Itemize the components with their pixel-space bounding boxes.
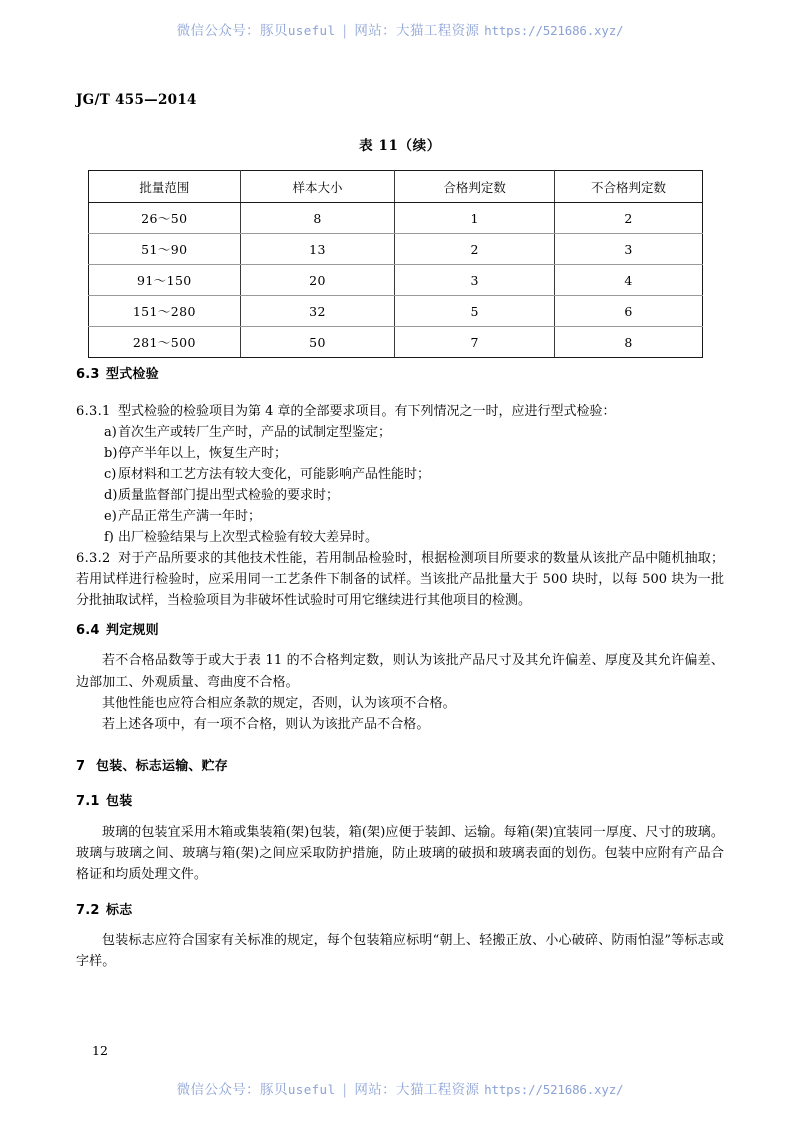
- cell-reject-number: 8: [555, 327, 703, 358]
- paragraph-7-2-1: 包装标志应符合国家有关标准的规定，每个包装箱应标明“朝上、轻搬正放、小心破碎、防雨怕湿”等标志或字样。: [76, 933, 724, 970]
- spacer: [76, 885, 724, 901]
- watermark-separator: |: [342, 23, 348, 39]
- cell-accept-number: 2: [395, 234, 555, 265]
- cell-reject-number: 2: [555, 203, 703, 234]
- cell-sample-size: 50: [240, 327, 395, 358]
- page-number: 12: [92, 1043, 108, 1058]
- clause-number-6-3-1: 6.3.1: [76, 403, 111, 419]
- cell-accept-number: 1: [395, 203, 555, 234]
- cell-reject-number: 3: [555, 234, 703, 265]
- table-caption: 表 11（续）: [359, 138, 441, 154]
- paragraph-6-4-2: 其他性能也应符合相应条款的规定，否则，认为该项不合格。: [102, 695, 456, 711]
- watermark-account-latin: useful: [287, 1082, 336, 1097]
- watermark-account-latin: useful: [287, 23, 336, 38]
- table-row: [89, 327, 703, 358]
- list-marker: f): [104, 529, 114, 545]
- clause-6-3-1: [76, 401, 724, 422]
- spacer: [76, 640, 724, 650]
- watermark-site-label: 网站：大猫工程资源: [354, 1082, 480, 1098]
- spacer: [76, 735, 724, 757]
- sample-table-wrapper: [88, 170, 703, 358]
- section-heading-6-4: [76, 621, 724, 641]
- cell-reject-number: 6: [555, 296, 703, 327]
- list-item-text: 质量监督部门提出型式检验的要求时；: [118, 487, 340, 503]
- list-6-3-1-conditions: [76, 422, 724, 548]
- list-item-text: 出厂检验结果与上次型式检验有较大差异时。: [118, 529, 379, 545]
- cell-reject-number: 4: [555, 265, 703, 296]
- cell-lot-range: 91～150: [89, 265, 241, 296]
- list-item-text: 停产半年以上，恢复生产时；: [118, 445, 288, 461]
- section-number-7-2: 7.2: [76, 902, 100, 918]
- column-header-sample-size: 样本大小: [240, 171, 395, 203]
- spacer: [76, 920, 724, 930]
- table-row: [89, 234, 703, 265]
- spacer: [76, 385, 724, 401]
- section-heading-6-3: [76, 365, 724, 385]
- section-heading-7: [76, 757, 724, 777]
- watermark-prefix: 微信公众号：豚贝: [176, 23, 288, 39]
- cell-lot-range: 281～500: [89, 327, 241, 358]
- section-number-6-4: 6.4: [76, 622, 100, 638]
- clause-number-6-3-2: 6.3.2: [76, 550, 111, 566]
- spacer: [76, 812, 724, 822]
- sample-size-table: [88, 170, 703, 358]
- watermark-url: https://521686.xyz/: [484, 1082, 624, 1097]
- document-body: [76, 365, 724, 972]
- list-item-text: 原材料和工艺方法有较大变化，可能影响产品性能时；: [118, 466, 431, 482]
- column-header-reject-number: 不合格判定数: [555, 171, 703, 203]
- spacer: [76, 611, 724, 621]
- paragraph-6-4-3: 若上述各项中，有一项不合格，则认为该批产品不合格。: [102, 716, 430, 732]
- list-marker: c): [104, 466, 117, 482]
- paragraph-6-4-1: 若不合格品数等于或大于表 11 的不合格判定数，则认为该批产品尺寸及其允许偏差、厚度及其允许偏差、边部加工、外观质量、弯曲度不合格。: [76, 653, 724, 690]
- table-row: [89, 296, 703, 327]
- clause-text-6-3-1: 型式检验的检验项目为第 4 章的全部要求项目。有下列情况之一时，应进行型式检验：: [118, 403, 616, 419]
- cell-lot-range: 51～90: [89, 234, 241, 265]
- table-row: [89, 265, 703, 296]
- cell-sample-size: 32: [240, 296, 395, 327]
- watermark-url: https://521686.xyz/: [484, 23, 624, 38]
- section-number-6-3: 6.3: [76, 367, 100, 382]
- section-heading-7-1: [76, 792, 724, 812]
- cell-accept-number: 7: [395, 327, 555, 358]
- section-title-7-2: 标志: [106, 902, 133, 918]
- clause-6-3-2: [76, 548, 724, 611]
- section-heading-7-2: [76, 901, 724, 921]
- cell-accept-number: 5: [395, 296, 555, 327]
- section-title-6-3: 型式检验: [106, 367, 159, 382]
- list-item: [76, 506, 724, 527]
- section-title-7-1: 包装: [106, 794, 133, 810]
- cell-lot-range: 26～50: [89, 203, 241, 234]
- section-title-6-4: 判定规则: [106, 622, 159, 638]
- standard-code: JG/T 455—2014: [76, 92, 197, 108]
- watermark-bottom: [0, 1078, 800, 1098]
- watermark-prefix: 微信公众号：豚贝: [176, 1082, 288, 1098]
- table-header-row: [89, 171, 703, 203]
- list-marker: a): [104, 424, 117, 440]
- cell-sample-size: 20: [240, 265, 395, 296]
- paragraph-7-1-1: 玻璃的包装宜采用木箱或集装箱(架)包装，箱(架)应便于装卸、运输。每箱(架)宜装同一厚度、尺寸的玻璃。玻璃与玻璃之间、玻璃与箱(架)之间应采取防护措施，防止玻璃的破损和玻璃表面的划伤。包装中应附有产品合格证和均质处理文件。: [76, 824, 724, 882]
- list-item: [76, 464, 724, 485]
- cell-lot-range: 151～280: [89, 296, 241, 327]
- column-header-accept-number: 合格判定数: [395, 171, 555, 203]
- list-item: [76, 485, 724, 506]
- cell-accept-number: 3: [395, 265, 555, 296]
- clause-text-6-3-2: 对于产品所要求的其他技术性能，若用制品检验时，根据检测项目所要求的数量从该批产品中随机抽取；若用试样进行检验时，应采用同一工艺条件下制备的试样。当该批产品批量大于 500 块时，以每 500 块为一批分批抽取试样，当检验项目为非破坏性试验时可用它继续进行其他项目的检测。: [76, 550, 724, 608]
- table-row: [89, 203, 703, 234]
- list-marker: d): [104, 487, 118, 503]
- list-item: [76, 443, 724, 464]
- list-item: [76, 422, 724, 443]
- section-title-7: 包装、标志运输、贮存: [96, 758, 229, 774]
- spacer: [76, 776, 724, 792]
- cell-sample-size: 8: [240, 203, 395, 234]
- list-marker: b): [104, 445, 118, 461]
- list-marker: e): [104, 508, 117, 524]
- section-number-7-1: 7.1: [76, 794, 100, 810]
- watermark-top: [0, 19, 800, 39]
- watermark-site-label: 网站：大猫工程资源: [354, 23, 480, 39]
- cell-sample-size: 13: [240, 234, 395, 265]
- section-number-7: 7: [76, 758, 86, 774]
- watermark-separator: |: [342, 1082, 348, 1098]
- list-item-text: 首次生产或转厂生产时，产品的试制定型鉴定；: [118, 424, 392, 440]
- list-item: [76, 527, 724, 548]
- list-item-text: 产品正常生产满一年时；: [118, 508, 262, 524]
- column-header-lot-range: 批量范围: [89, 171, 241, 203]
